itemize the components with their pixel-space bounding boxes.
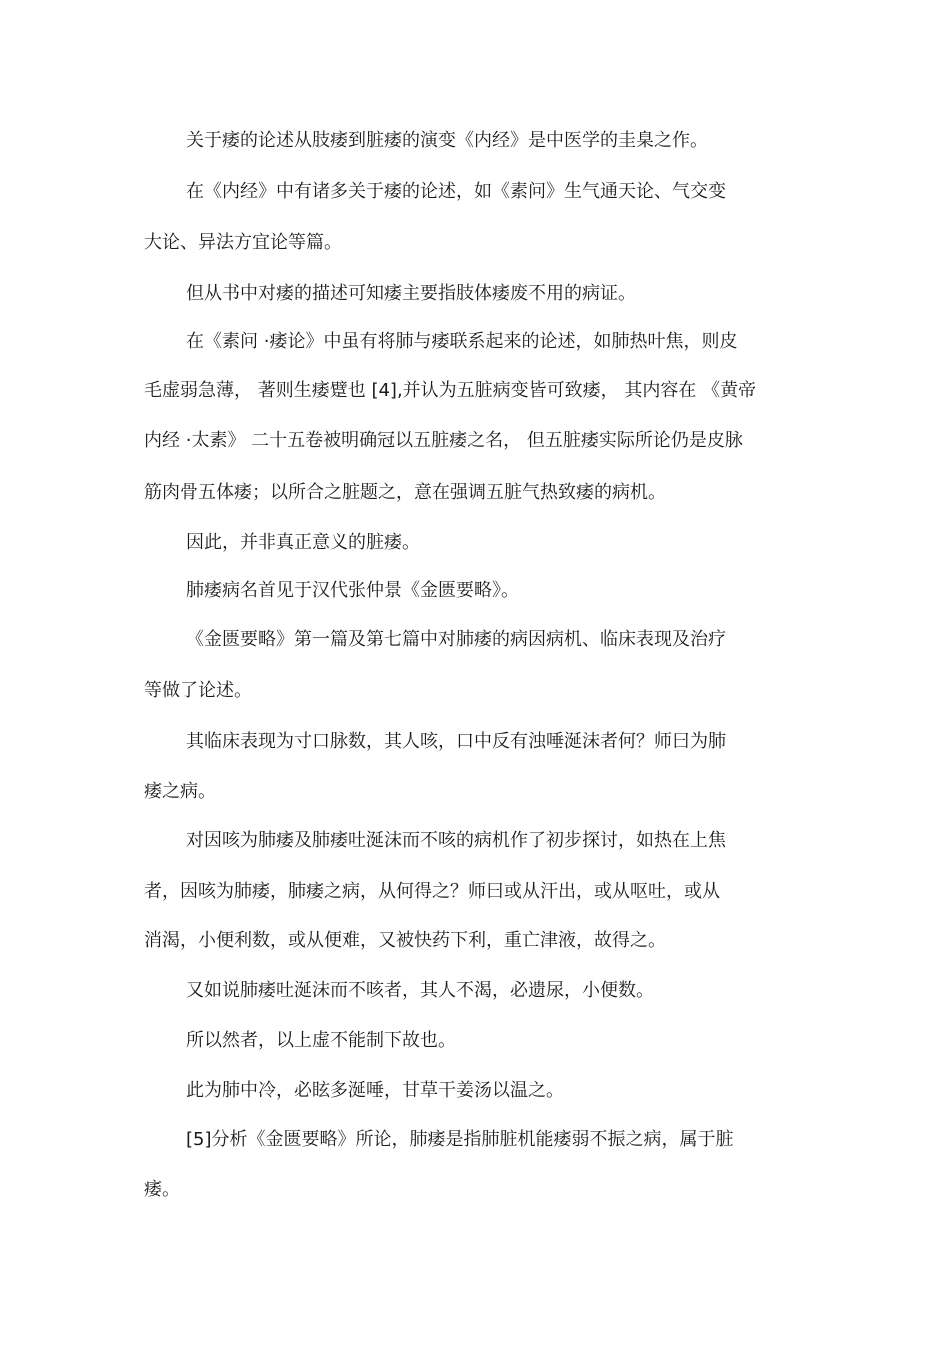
text-line-14: 痿之病。	[144, 781, 216, 802]
text-line-19: 所以然者，以上虚不能制下故也。	[186, 1030, 456, 1051]
text-line-9: 因此，并非真正意义的脏痿。	[186, 532, 420, 553]
text-line-7: 内经 ·太素》 二十五卷被明确冠以五脏痿之名， 但五脏痿实际所论仍是皮脉	[144, 430, 743, 451]
text-line-18: 又如说肺痿吐涎沫而不咳者，其人不渴，必遗尿，小便数。	[186, 980, 654, 1001]
text-line-12: 等做了论述。	[144, 680, 252, 701]
text-line-5: 在《素问 ·痿论》中虽有将肺与痿联系起来的论述，如肺热叶焦，则皮	[186, 331, 738, 352]
text-line-20: 此为肺中冷，必眩多涎唾，甘草干姜汤以温之。	[186, 1080, 564, 1101]
text-line-11: 《金匮要略》第一篇及第七篇中对肺痿的病因病机、临床表现及治疗	[186, 629, 726, 650]
text-line-13: 其临床表现为寸口脉数，其人咳，口中反有浊唾涎沫者何？师曰为肺	[186, 731, 726, 752]
text-line-1: 关于痿的论述从肢痿到脏痿的演变《内经》是中医学的圭臬之作。	[186, 130, 708, 151]
text-line-16: 者，因咳为肺痿，肺痿之病，从何得之？师曰或从汗出，或从呕吐，或从	[144, 881, 720, 902]
text-line-15: 对因咳为肺痿及肺痿吐涎沫而不咳的病机作了初步探讨，如热在上焦	[186, 830, 726, 851]
text-line-22: 痿。	[144, 1179, 180, 1200]
text-line-4: 但从书中对痿的描述可知痿主要指肢体痿废不用的病证。	[186, 283, 636, 304]
text-line-21: [5]分析《金匮要略》所论，肺痿是指肺脏机能痿弱不振之病，属于脏	[186, 1129, 734, 1150]
text-line-17: 消渴，小便利数，或从便难，又被快药下利，重亡津液，故得之。	[144, 930, 666, 951]
text-line-6: 毛虚弱急薄， 著则生痿躄也 [4],并认为五脏病变皆可致痿， 其内容在 《黄帝	[144, 380, 757, 401]
text-line-8: 筋肉骨五体痿；以所合之脏题之，意在强调五脏气热致痿的病机。	[144, 482, 666, 503]
text-line-3: 大论、异法方宜论等篇。	[144, 232, 342, 253]
text-line-2: 在《内经》中有诸多关于痿的论述，如《素问》生气通天论、气交变	[186, 181, 726, 202]
text-line-10: 肺痿病名首见于汉代张仲景《金匮要略》。	[186, 580, 519, 601]
